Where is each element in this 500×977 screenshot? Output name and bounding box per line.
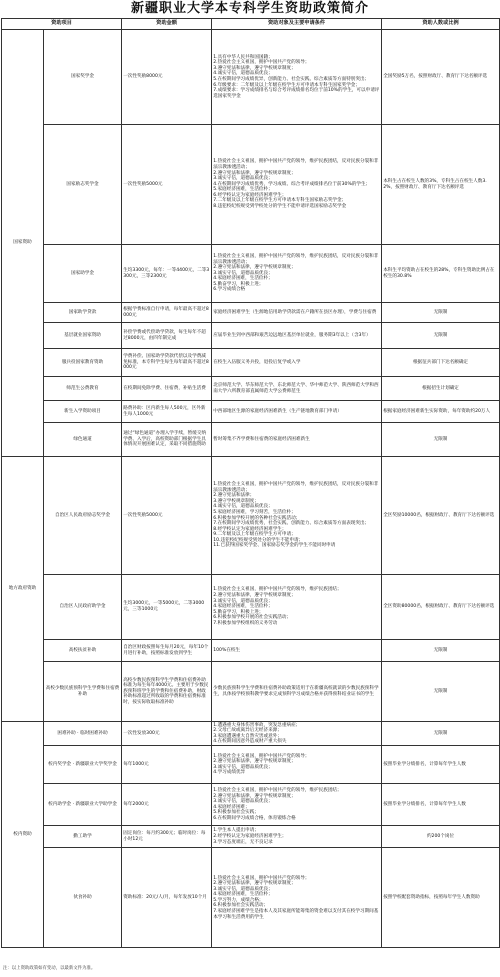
row-conditions: 少数民族预科学生学费和住宿费补助政策适用于在新疆高校就读的少数民族预科学生，具体按学校预科教学要求完成预科学习成绩合格并获得预科结业证书的学生 xyxy=(212,662,382,722)
row-conditions: 北京师范大学、华东师范大学、东北师范大学、华中师范大学、陕西师范大学和西南大学六所教育部直属师范大学公费师范生 xyxy=(212,377,382,401)
row-conditions: 1.热爱社会主义祖国，拥护中国共产党的领导，维护民族团结； 2.遵守宪法和法律，遵守学校规章制度； 3.诚实守信，道德品质优良； 4.家庭经济困难，生活俭朴； 5.勤奋学习，积极上进； 6.积极参加学校开展的社会实践活动； 7.积极参加学校组织的义务劳动 xyxy=(212,575,382,640)
row-item: 服兵役国家教育资助 xyxy=(44,349,122,377)
header-ratio: 资助人数或比例 xyxy=(382,19,500,30)
row-ratio: 约200个岗位 xyxy=(382,826,500,848)
header-conditions: 资助对象及主要申请条件 xyxy=(212,19,382,30)
row-conditions: 在校生入伍服义务兵役，退役后复学或入学 xyxy=(212,349,382,377)
header-project: 资助项目 xyxy=(2,19,122,30)
row-amount: 高校少数民族预科学生学费和住宿费补助标准为每生每年4000元。主要用于少数民族预科班学生的学费和住宿费补助，财政补助标准超过所收取的学费和住宿费标准时，按实际收取标准补助 xyxy=(122,662,212,722)
row-ratio: 无限制 xyxy=(382,662,500,722)
row-item: 新生入学资助项目 xyxy=(44,401,122,423)
row-amount: 资助标准：20元/人/月，每年发放10个月 xyxy=(122,848,212,948)
footnote: 注：以上资助政策如有变动，以最新文件为准。 xyxy=(3,966,96,971)
table-row xyxy=(2,125,500,245)
row-conditions: 1.遭遇重大身体伤害事故，突发急重病症； 2.父母亡故或离异后无经济来源； 3.家庭遭遇重大自然灾害或意外； 4.在校期间因意外造成财产重大损失 xyxy=(212,722,382,746)
row-conditions: 1.热爱社会主义祖国，拥护中国共产党的领导，维护民族团结； 2.遵守宪法和法律，遵守学校规章制度； 3.诚实守信，道德品质优良； 4.家庭经济困难； 5.积极参加社会实践； 6.在校期间学习成绩合格，体育锻炼合格 xyxy=(212,784,382,826)
row-conditions: 1.热爱社会主义祖国，拥护中国共产党的领导，维护民族团结，反对民族分裂和非法宗教渗透活动； 2.遵守宪法和法律； 3.遵守学校规章制度； 4.诚实守信，道德品质优良； 5.家庭经济困难，学习刻苦，生活俭朴； 6.积极参加学校开展的各种社会实践活动； 7.在校期间学习成绩优秀，社会实践、创新能力、综合素质等方面表现突出； 8.经学校认定为家庭经济困难学生； 9.二年级及以上年级在校学生方可申请； 10.违犯校纪校规受到处分的学生不能申请； 11.已获得国家奖学金、国家励志奖学金的学生不能同时申请 xyxy=(212,457,382,575)
row-amount: 每年2000元 xyxy=(122,784,212,826)
row-amount: 路费补助：区内新生每人500元，区外新生每人1000元 xyxy=(122,401,212,423)
row-amount: 生均3000元，一等5000元，二等3000元，三等1000元 xyxy=(122,575,212,640)
row-amount: 学费补偿、国家助学贷款代偿以及学费减免标准，本专科学生每生每年最高不超过8000元 xyxy=(122,349,212,377)
row-item: 国家励志奖学金 xyxy=(44,125,122,245)
row-item: 伙食补助 xyxy=(44,848,122,948)
table-row xyxy=(2,826,500,848)
row-amount: 生均3300元，每年：一等4400元，二等3300元，三等2300元 xyxy=(122,245,212,303)
row-ratio: 无限制 xyxy=(382,722,500,746)
group-local-government: 地方政府资助 xyxy=(2,457,44,722)
row-amount: 在校期间免除学费、住宿费，补贴生活费 xyxy=(122,377,212,401)
row-ratio: 全区奖励10000名，根据财政厅、教育厅下达名额评选 xyxy=(382,457,500,575)
row-conditions: 1.学生本人提出申请； 2.经学校认定为家庭经济困难学生； 3.学习态度端正，无不良记录 xyxy=(212,826,382,848)
row-conditions: 1.热爱社会主义祖国，拥护中国共产党的领导； 2.遵守宪法和法律，遵守学校规章制度； 3.诚实守信，道德品质优良； 4.学习成绩优异 xyxy=(212,746,382,784)
row-amount: 自治区财政按照每生每月20元，每年10个月进行补助，按照标准发放到学生 xyxy=(122,640,212,662)
row-amount: 固定岗位：每月约300元；临时岗位：每小时12元 xyxy=(122,826,212,848)
row-ratio: 无限制 xyxy=(382,423,500,457)
row-amount: 每年1000元 xyxy=(122,746,212,784)
row-amount: 补偿学费或代偿助学贷款，每生每年不超过8000元，由四年制完成 xyxy=(122,323,212,349)
row-conditions: 100%在校生 xyxy=(212,640,382,662)
row-ratio: 按照毕业学分绩排名，计算每年学生人数 xyxy=(382,746,500,784)
row-conditions: 1.热爱社会主义祖国，拥护中国共产党的领导，维护民族团结，反对民族分裂和非法宗教渗透活动； 2.遵守宪法和法律，遵守学校规章制度； 3.诚实守信，道德品质优良； 4.家庭经济困难，生活俭朴； 5.勤奋学习，积极上进； 6.学习成绩合格 xyxy=(212,245,382,303)
row-conditions: 1.热爱社会主义祖国，拥护中国共产党的领导； 2.遵守宪法和法律，遵守学校规章制度； 3.诚实守信，道德品质优良； 4.家庭经济困难，生活俭朴； 5.学习努力，成绩合格； 6.积极参加社会实践活动； 7.家庭经济困难学生是指本人及其家庭所能筹集的资金难以支付其在校学习期间基本学习和生活费用的学生 xyxy=(212,848,382,948)
row-ratio: 本科生平均资助占在校生的28%，专科生资助比例占在校生的30.8% xyxy=(382,245,500,303)
table-row xyxy=(2,30,500,125)
table-row xyxy=(2,423,500,457)
row-ratio: 全国奖励5万名，按照财政厅、教育厅下达名额评选 xyxy=(382,30,500,125)
table-row xyxy=(2,662,500,722)
row-item: 自治区人民政府助学金 xyxy=(44,575,122,640)
row-ratio: 根据征兵部门下达名额确定 xyxy=(382,349,500,377)
row-ratio: 全区资助80000名，根据财政厅、教育厅下达名额评选 xyxy=(382,575,500,640)
row-ratio: 根据招生计划确定 xyxy=(382,377,500,401)
row-item: 校内助学金 · 新疆职业大学助学金 xyxy=(44,784,122,826)
row-item: 高校扶贫补助 xyxy=(44,640,122,662)
row-ratio: 本科生占在校生人数的3%，专科生占在校生人数3.2%，按照财政厅、教育厅下达名额评选 xyxy=(382,125,500,245)
row-amount: 通过“绿色通道”办理入学手续，暂缓交纳学费、入学后，高校资助部门根据学生具体情况开展困难认定，采取不同措施资助 xyxy=(122,423,212,457)
row-item: 高校少数民族预科学生学费和住宿费补助 xyxy=(44,662,122,722)
table-row xyxy=(2,575,500,640)
row-amount: 一次性奖励5000元 xyxy=(122,125,212,245)
policy-table xyxy=(1,18,500,948)
table-row xyxy=(2,401,500,423)
row-item: 勤工助学 xyxy=(44,826,122,848)
header-amount: 资助金额 xyxy=(122,19,212,30)
row-item: 自治区人民政府励志奖学金 xyxy=(44,457,122,575)
row-conditions: 家庭经济困难学生（生源地信用助学贷款需在户籍所在县区办理），学费与住宿费 xyxy=(212,303,382,323)
row-conditions: 暂时筹集不齐学费和住宿费的家庭经济困难新生 xyxy=(212,423,382,457)
table-row xyxy=(2,746,500,784)
row-item: 国家奖学金 xyxy=(44,30,122,125)
table-row xyxy=(2,640,500,662)
row-conditions: 1.具有中华人民共和国国籍； 2.热爱社会主义祖国，拥护中国共产党的领导； 3.遵守宪法和法律，遵守学校规章制度； 4.诚实守信，道德品质优良； 5.在校期间学习成绩优异，创新能力、社会实践、综合素质等方面特别突出； 6.年级要求：二年级及以上年级在校学生方可申请本专科生国家奖学金； 7.成绩要求：学习成绩排名与综合考评成绩排名均位于前10%的学生，可以申请评选国家奖学金 xyxy=(212,30,382,125)
row-conditions: 1.热爱社会主义祖国，拥护中国共产党的领导，维护民族团结，反对民族分裂和非法宗教渗透活动； 2.遵守宪法和法律，遵守学校规章制度； 3.诚实守信，道德品质优良； 4.在校期间学习成绩优秀，学习成绩、综合考评成绩排名位于前30%的学生； 5.家庭经济困难，生活俭朴； 6.经学校认定为家庭经济困难学生； 7.二年级及以上年级在校学生方可申请本专科生国家励志奖学金； 8.违犯校纪校规受到学校处分的学生不能申请评选国家励志奖学金 xyxy=(212,125,382,245)
row-ratio: 根据家庭经济困难新生实际资助，每年资助约20万人 xyxy=(382,401,500,423)
table-row xyxy=(2,377,500,401)
table-row xyxy=(2,323,500,349)
document-title: 新疆职业大学本专科学生资助政策简介 xyxy=(130,1,369,16)
table-row xyxy=(2,722,500,746)
row-ratio: 按照学校配套资助指标，按照每年学生人数资助 xyxy=(382,848,500,948)
row-item: 国家助学金 xyxy=(44,245,122,303)
table-row xyxy=(2,245,500,303)
table-row xyxy=(2,784,500,826)
row-ratio: 按照毕业学分绩排名，计算每年学生人数 xyxy=(382,784,500,826)
row-amount: 一次性奖励8000元 xyxy=(122,30,212,125)
table-header-row xyxy=(2,19,500,30)
table-row xyxy=(2,848,500,948)
table-row xyxy=(2,303,500,323)
row-amount: 一次性奖励5000元 xyxy=(122,457,212,575)
group-on-campus: 校内资助 xyxy=(2,722,44,948)
table-row xyxy=(2,457,500,575)
row-item: 国家助学贷款 xyxy=(44,303,122,323)
row-ratio: 无限制 xyxy=(382,303,500,323)
group-national: 国家资助 xyxy=(2,30,44,457)
row-ratio: 无限制 xyxy=(382,640,500,662)
row-item: 困难补助 · 临时困难补助 xyxy=(44,722,122,746)
row-item: 绿色通道 xyxy=(44,423,122,457)
row-item: 基层就业国家资助 xyxy=(44,323,122,349)
table-row xyxy=(2,349,500,377)
row-item: 校内奖学金 · 新疆职业大学奖学金 xyxy=(44,746,122,784)
row-amount: 一次性发放300元 xyxy=(122,722,212,746)
row-conditions: 中西部地区生源的家庭经济困难新生（生产链地教育部门申请） xyxy=(212,401,382,423)
row-ratio: 无限制 xyxy=(382,323,500,349)
row-conditions: 应届毕业生到中西部和艰苦边远地区基层单位就业，服务期3年以上（含3年） xyxy=(212,323,382,349)
row-amount: 根据学费标准自行申请，每年最高不超过8000元 xyxy=(122,303,212,323)
row-item: 师范生公费教育 xyxy=(44,377,122,401)
